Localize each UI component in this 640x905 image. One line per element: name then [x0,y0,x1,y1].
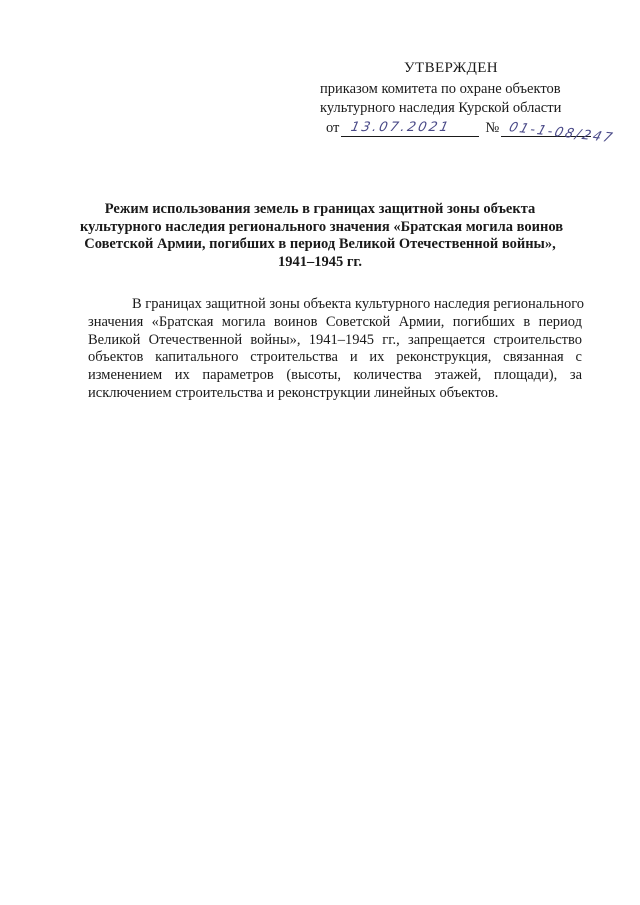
body-line-6: исключением строительства и реконструкции линейных объектов. [88,384,499,401]
document-title [80,201,564,271]
number-field [501,119,617,147]
body-line-4: объектов капитального строительства и их реконструкция, связанная с [88,349,582,366]
number-prefix: № [485,120,500,136]
title-line-4: 1941–1945 гг. [277,253,363,270]
approval-date-number-line [326,119,617,147]
body-line-3: Великой Отечественной войны», 1941–1945 гг., запрещается строительство [88,331,582,348]
handwritten-number: 01-1-08/247 [507,120,617,147]
body-line-1: В границах защитной зоны объекта культурного наследия регионального [132,296,585,312]
approval-committee-line: культурного наследия Курской области [320,100,562,116]
approval-order-line: приказом комитета по охране объектов [320,81,561,97]
approval-title: УТВЕРЖДЕН [404,60,499,76]
body-line-2: значения «Братская могила воинов Советской Армии, погибших в период [88,313,582,330]
title-line-2: культурного наследия регионального значения «Братская могила воинов [80,218,564,235]
body-paragraph [88,296,585,403]
handwritten-date: 13.07.2021 [349,120,453,135]
body-line-5: изменением их параметров (высоты, количества этажей, площади), за [88,367,582,384]
date-prefix: от [326,120,340,136]
title-line-3: Советской Армии, погибших в период Великой Отечественной войны», [84,236,556,252]
title-line-1: Режим использования земель в границах защитной зоны объекта [104,201,536,217]
date-field [341,119,479,137]
